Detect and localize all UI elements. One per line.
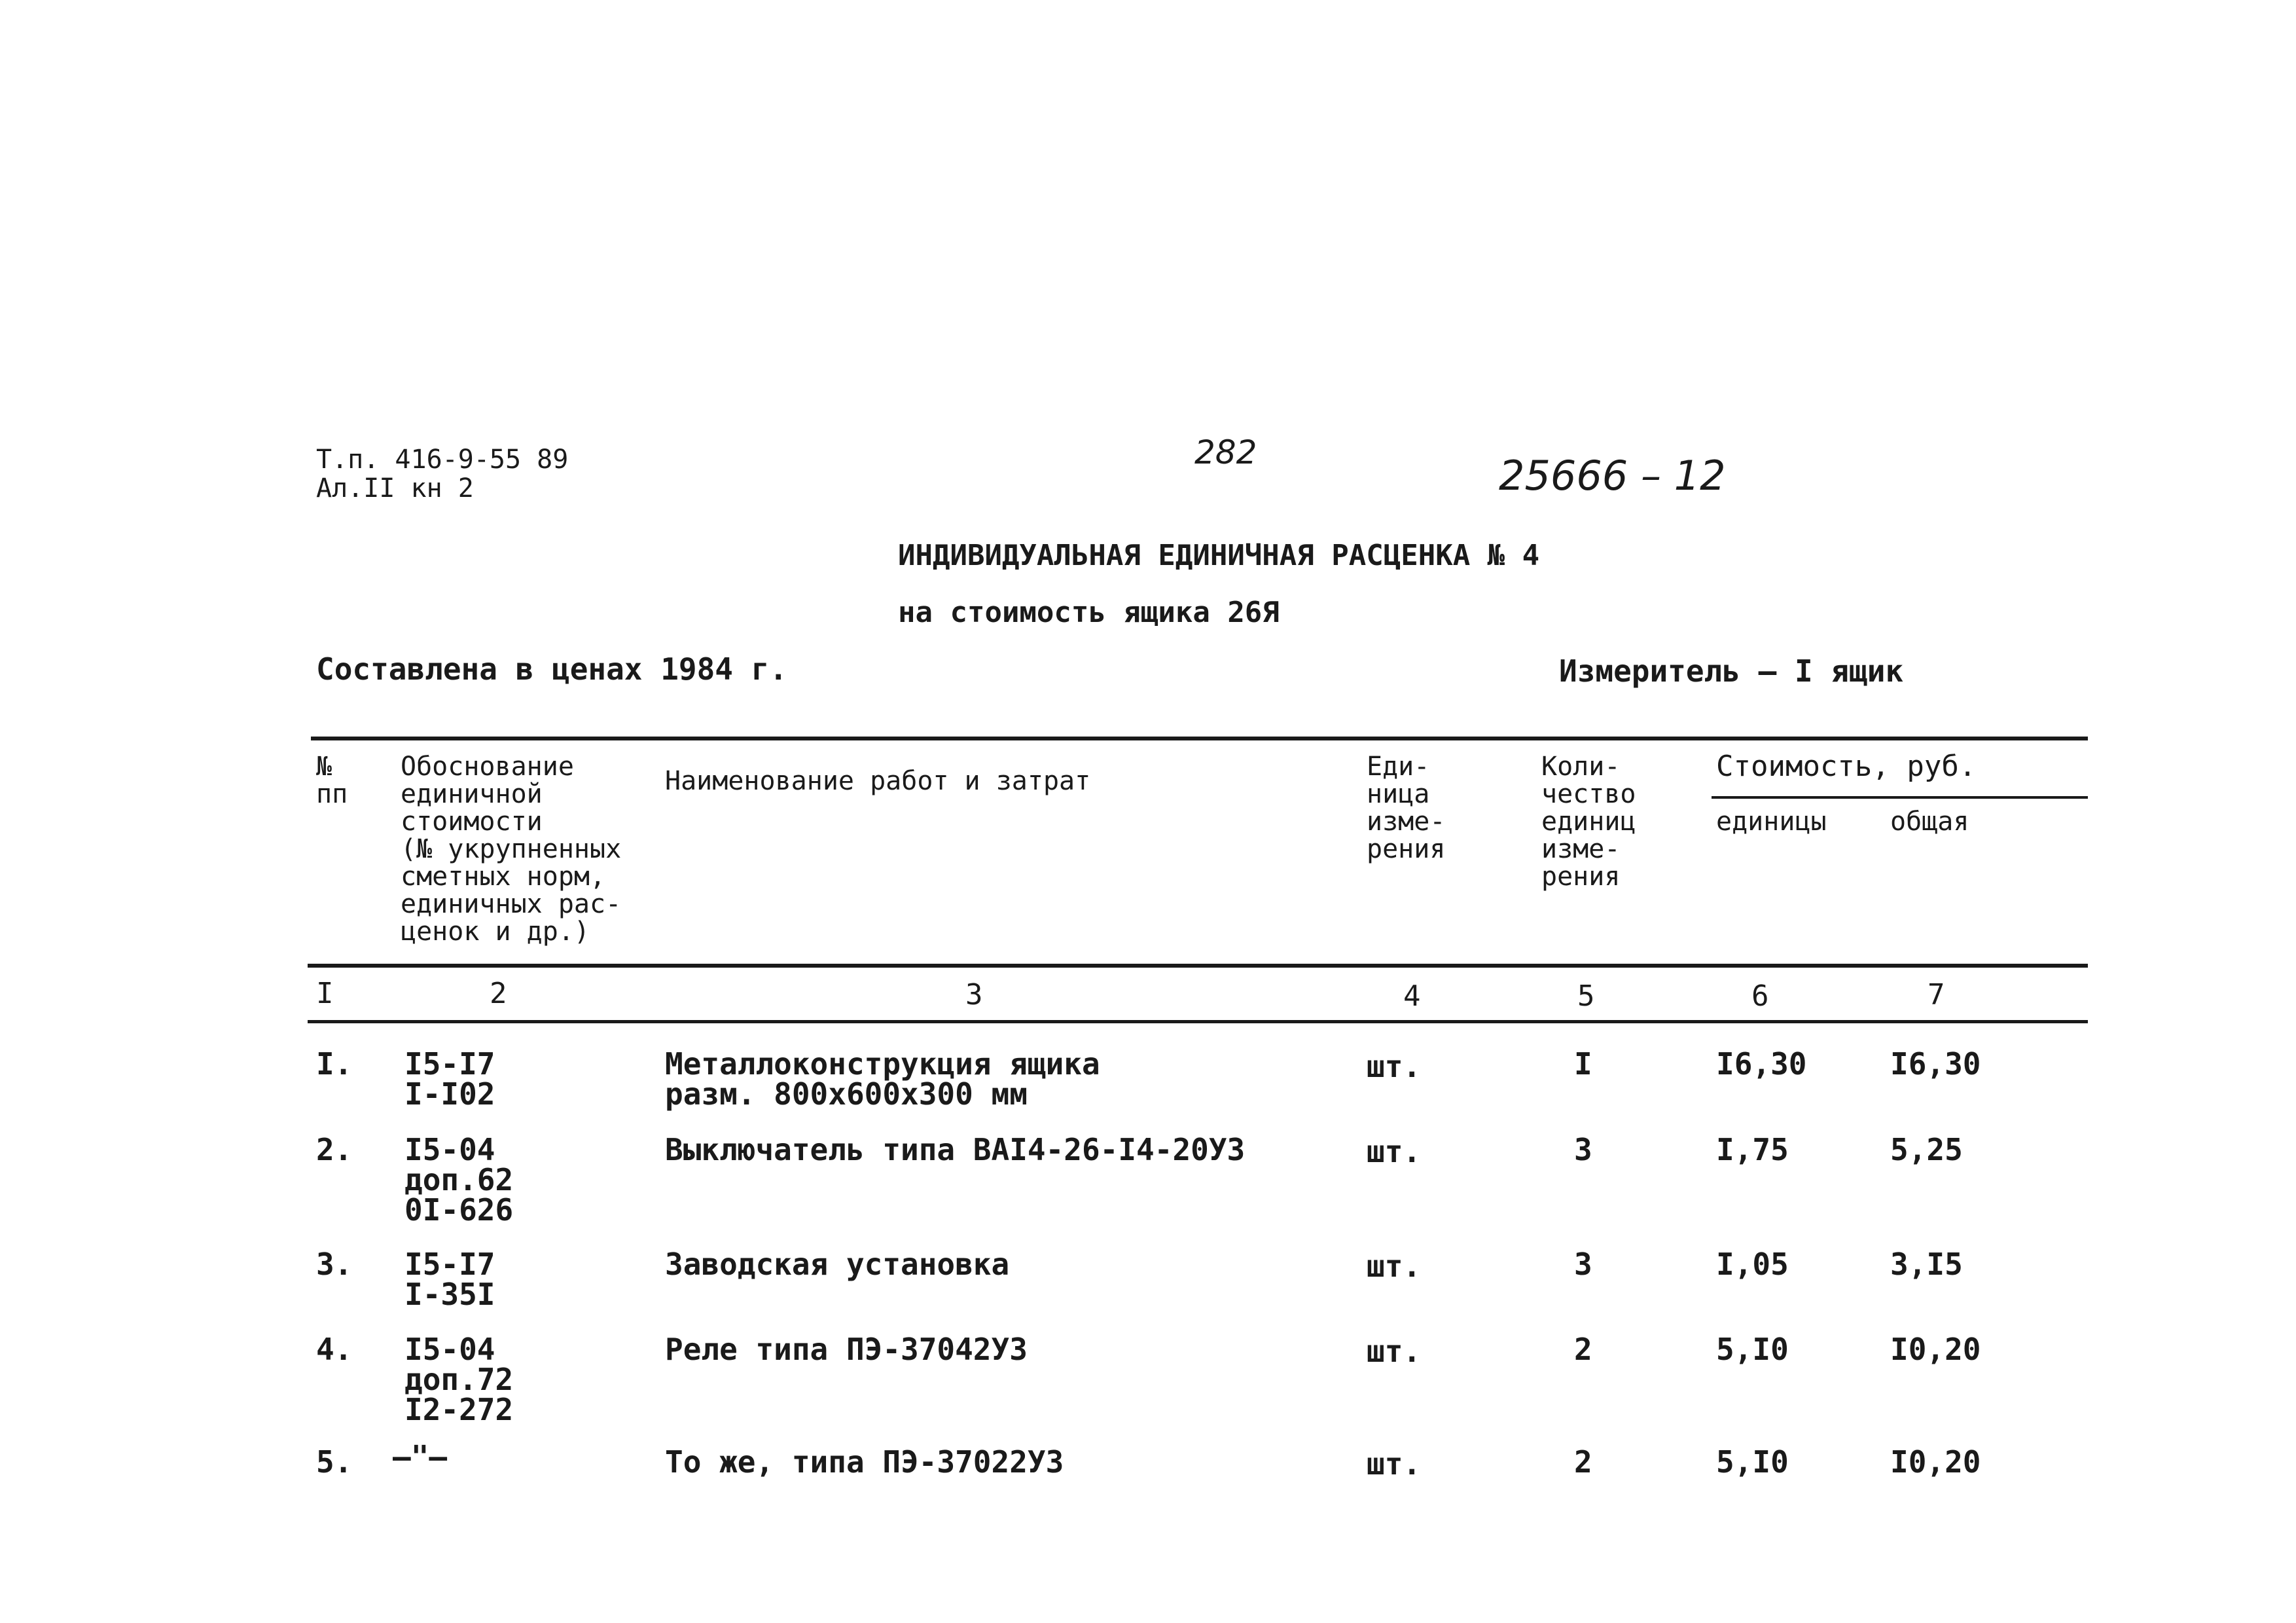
row-unit-cost: I,75 — [1716, 1132, 1789, 1167]
column-number: I — [316, 977, 334, 1010]
page-subtitle: на стоимость ящика 26Я — [898, 596, 1280, 629]
header-bottom-rule — [308, 964, 2088, 968]
cost-group-rule — [1712, 796, 2088, 799]
row-name: То же, типа ПЭ-37022УЗ — [665, 1444, 1064, 1480]
col-header-total: общая — [1890, 807, 1969, 837]
document-number: 25666 – 12 — [1499, 452, 1726, 500]
column-number: 3 — [965, 978, 983, 1012]
column-number: 7 — [1928, 978, 1945, 1012]
row-name: Металлоконструкция ящика разм. 800х600х300 мм — [665, 1046, 1100, 1112]
row-number: 4. — [316, 1332, 353, 1367]
col-header-unit-cost: единицы — [1716, 807, 1827, 837]
project-ref-line1: Т.п. 416-9-55 89 — [316, 445, 569, 475]
table-top-rule — [311, 737, 2088, 740]
row-total: 5,25 — [1890, 1132, 1963, 1167]
column-numbers-rule — [308, 1020, 2088, 1023]
prices-note: Составлена в ценах 1984 г. — [316, 651, 788, 687]
row-unit: шт. — [1367, 1446, 1422, 1482]
row-quantity: 3 — [1574, 1132, 1592, 1167]
row-unit-cost: I,05 — [1716, 1247, 1789, 1282]
row-basis: –"– — [393, 1439, 448, 1474]
row-unit: шт. — [1367, 1134, 1422, 1169]
row-number: 3. — [316, 1247, 353, 1282]
row-unit: шт. — [1367, 1049, 1422, 1084]
col-header-quantity: Коли- чество единиц изме- рения — [1541, 752, 1636, 892]
row-quantity: 3 — [1574, 1247, 1592, 1282]
row-name: Заводская установка — [665, 1247, 1010, 1282]
row-total: I6,30 — [1890, 1046, 1981, 1082]
column-number: 4 — [1403, 979, 1421, 1013]
row-unit: шт. — [1367, 1249, 1422, 1284]
row-number: I. — [316, 1046, 353, 1082]
column-number: 6 — [1751, 979, 1769, 1013]
col-header-number: № пп — [316, 752, 348, 809]
row-total: I0,20 — [1890, 1444, 1981, 1480]
row-basis: I5-04 доп.72 I2-272 — [404, 1332, 514, 1427]
row-unit-cost: 5,I0 — [1716, 1332, 1789, 1367]
column-number: 5 — [1577, 979, 1595, 1013]
page-number: 282 — [1194, 433, 1257, 471]
page-title: ИНДИВИДУАЛЬНАЯ ЕДИНИЧНАЯ РАСЦЕНКА № 4 — [898, 539, 1540, 572]
project-reference — [316, 445, 568, 503]
row-number: 2. — [316, 1132, 353, 1167]
col-header-cost-group: Стоимость, руб. — [1716, 750, 1977, 783]
row-quantity: I — [1574, 1046, 1592, 1082]
row-quantity: 2 — [1574, 1332, 1592, 1367]
col-header-basis: Обоснование единичной стоимости (№ укрупненных сметных норм, единичных рас- ценок и др.) — [401, 752, 622, 947]
col-header-unit: Еди- ница изме- рения — [1367, 752, 1446, 864]
row-name: Реле типа ПЭ-37042УЗ — [665, 1332, 1028, 1367]
row-quantity: 2 — [1574, 1444, 1592, 1480]
row-total: 3,I5 — [1890, 1247, 1963, 1282]
row-unit-cost: 5,I0 — [1716, 1444, 1789, 1480]
row-unit-cost: I6,30 — [1716, 1046, 1807, 1082]
column-number: 2 — [490, 977, 507, 1010]
project-ref-line2: Ал.II кн 2 — [316, 473, 474, 503]
col-header-name: Наименование работ и затрат — [665, 766, 1091, 796]
row-basis: I5-I7 I-35I — [404, 1247, 495, 1312]
measure-note: Измеритель – I ящик — [1559, 653, 1904, 689]
row-unit: шт. — [1367, 1334, 1422, 1369]
row-total: I0,20 — [1890, 1332, 1981, 1367]
row-number: 5. — [316, 1444, 353, 1480]
row-basis: I5-04 доп.62 0I-626 — [404, 1132, 514, 1228]
row-name: Выключатель типа ВАI4-26-I4-20УЗ — [665, 1132, 1246, 1167]
row-basis: I5-I7 I-I02 — [404, 1046, 495, 1112]
